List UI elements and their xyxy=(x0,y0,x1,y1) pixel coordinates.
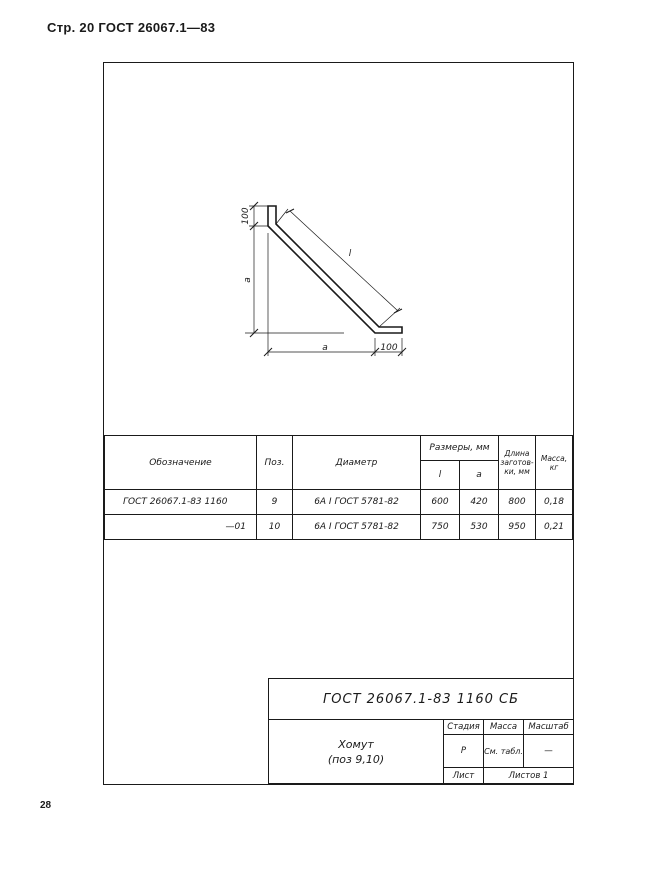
cell-mass: 0,21 xyxy=(536,515,573,540)
cell-pos: 9 xyxy=(257,490,293,515)
cell-l: 600 xyxy=(421,490,460,515)
document-designation: ГОСТ 26067.1-83 1160 СБ xyxy=(269,679,574,720)
col-sizes: Размеры, мм xyxy=(421,436,499,461)
specification-table xyxy=(104,435,573,540)
page-header: Стр. 20 ГОСТ 26067.1—83 xyxy=(47,20,216,35)
table-row xyxy=(105,490,573,515)
col-l: l xyxy=(421,461,460,490)
cell-blank-length: 800 xyxy=(499,490,536,515)
cell-blank-length: 950 xyxy=(499,515,536,540)
cell-pos: 10 xyxy=(257,515,293,540)
col-blank-length: Длина заготов-ки, мм xyxy=(499,436,536,490)
mass-value: См. табл. xyxy=(484,734,524,768)
dim-label-horizontal: a xyxy=(322,343,328,353)
col-designation: Обозначение xyxy=(105,436,257,490)
dim-label-vertical: a xyxy=(243,277,253,283)
mass-label: Масса xyxy=(484,720,524,735)
dim-diagonal-l xyxy=(290,211,398,311)
col-diameter: Диаметр xyxy=(293,436,421,490)
dim-label-bottom: 100 xyxy=(380,343,398,353)
col-a: a xyxy=(460,461,499,490)
page-number: 28 xyxy=(40,800,52,811)
item-name-line2: (поз 9,10) xyxy=(327,752,385,766)
dim-label-diagonal: l xyxy=(348,249,352,259)
bracket-drawing xyxy=(104,63,572,435)
scale-value: — xyxy=(524,734,574,768)
cell-a: 530 xyxy=(460,515,499,540)
sheet-label: Лист xyxy=(444,768,484,784)
cell-diameter: 6А I ГОСТ 5781-82 xyxy=(293,515,421,540)
dim-label-top: 100 xyxy=(241,207,251,225)
stage-value: Р xyxy=(444,734,484,768)
cell-designation: ГОСТ 26067.1-83 1160 xyxy=(105,490,257,515)
title-block xyxy=(268,678,574,784)
sheets-label: Листов 1 xyxy=(484,768,574,784)
cell-l: 750 xyxy=(421,515,460,540)
table-row xyxy=(105,515,573,540)
drawing-sheet xyxy=(103,62,574,785)
cell-diameter: 6А I ГОСТ 5781-82 xyxy=(293,490,421,515)
scale-label: Масштаб xyxy=(524,720,574,735)
item-name xyxy=(269,720,444,784)
cell-a: 420 xyxy=(460,490,499,515)
cell-designation: —01 xyxy=(105,515,257,540)
item-name-line1: Хомут xyxy=(338,737,374,751)
col-pos: Поз. xyxy=(257,436,293,490)
col-mass: Масса, кг xyxy=(536,436,573,490)
stage-label: Стадия xyxy=(444,720,484,735)
cell-mass: 0,18 xyxy=(536,490,573,515)
bracket-outline xyxy=(268,206,402,333)
